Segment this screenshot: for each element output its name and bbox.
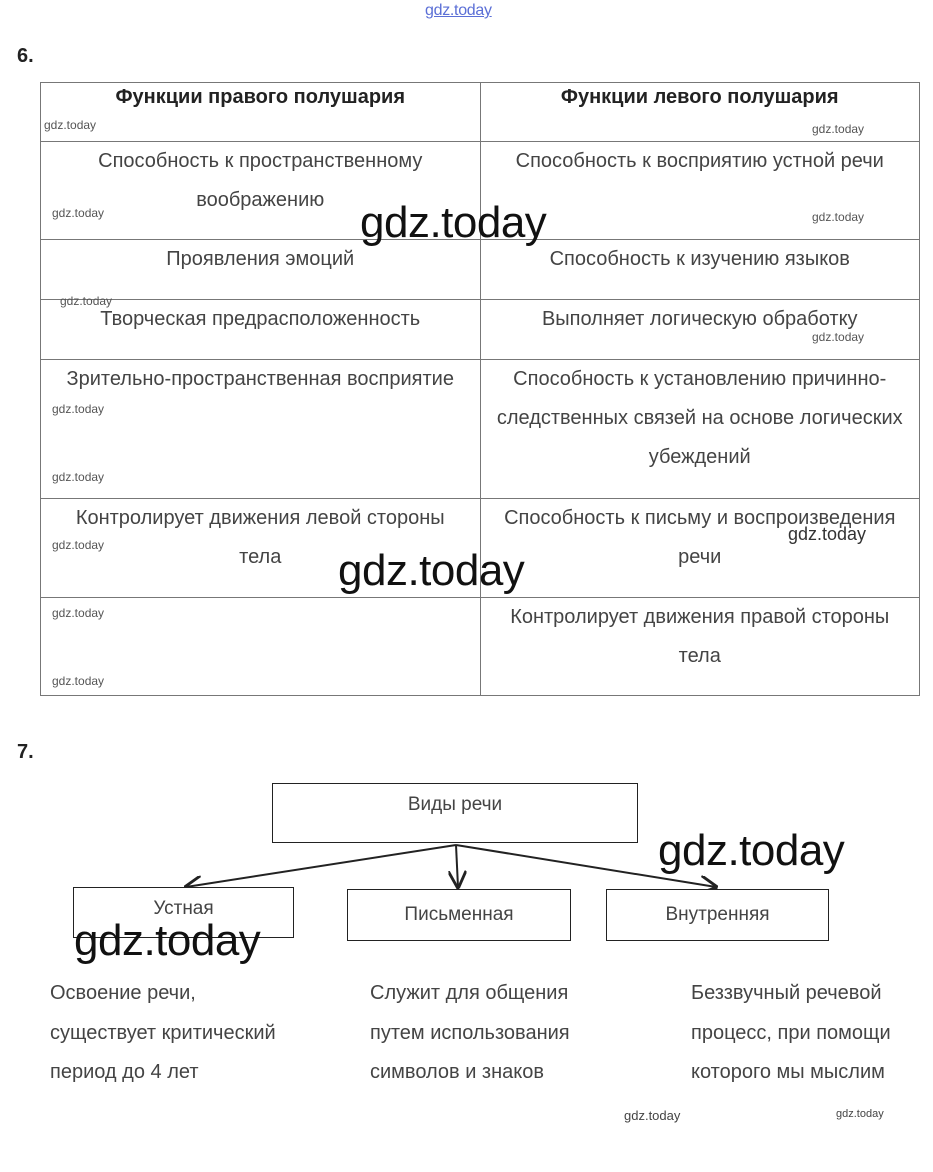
watermark: gdz.today: [52, 674, 105, 688]
inner-description: Беззвучный речевой процесс, при помощи которого мы мыслим: [691, 982, 891, 1083]
watermark: gdz.today: [74, 916, 261, 965]
site-link[interactable]: gdz.today: [425, 2, 492, 19]
right-function-cell: Творческая предрасположенность: [41, 300, 481, 360]
inner-label: Внутренняя: [665, 904, 770, 925]
left-function-cell: Способность к письму и воспроизведения речи: [480, 499, 920, 598]
header-right-hemisphere: Функции правого полушария: [41, 83, 481, 142]
written-label: Письменная: [404, 904, 514, 925]
left-function-cell: Способность к восприятию устной речи: [480, 142, 920, 240]
watermark: gdz.today: [658, 826, 845, 875]
right-function-cell: Зрительно-пространственная восприятие: [41, 360, 481, 499]
left-function-cell: Способность к изучению языков: [480, 240, 920, 300]
root-label: Виды речи: [407, 794, 503, 815]
watermark: gdz.today: [788, 524, 867, 544]
watermark: gdz.today: [44, 118, 97, 132]
written-speech-box: [347, 889, 571, 941]
watermark: gdz.today: [624, 1108, 681, 1123]
watermark: gdz.today: [812, 330, 865, 344]
oral-description: Освоение речи, существует критический период до 4 лет: [50, 982, 276, 1083]
header-left-hemisphere: Функции левого полушария: [480, 83, 920, 142]
watermark: gdz.today: [338, 546, 525, 595]
written-description: Служит для общения путем использования символов и знаков: [370, 982, 570, 1083]
right-function-cell: Проявления эмоций: [41, 240, 481, 300]
task-6-number: 6.: [17, 45, 34, 67]
left-function-cell: Контролирует движения правой стороны тела: [480, 598, 920, 696]
watermark: gdz.today: [52, 538, 105, 552]
arrow-to-oral: [186, 845, 456, 887]
watermark: gdz.today: [360, 198, 547, 247]
watermark: gdz.today: [52, 470, 105, 484]
speech-types-root-box: [272, 783, 638, 843]
watermark: gdz.today: [812, 210, 865, 224]
task-7-number: 7.: [17, 741, 34, 763]
right-function-cell: Контролирует движения левой стороны тела: [41, 499, 481, 598]
watermark: gdz.today: [52, 206, 105, 220]
watermark: gdz.today: [60, 294, 113, 308]
inner-speech-box: [606, 889, 829, 941]
right-function-cell: Способность к пространственному воображению: [41, 142, 481, 240]
watermark: gdz.today: [836, 1108, 884, 1120]
oral-label: Устная: [153, 898, 214, 919]
arrow-to-written: [456, 845, 458, 887]
watermark: gdz.today: [52, 402, 105, 416]
watermark: gdz.today: [812, 122, 865, 136]
left-function-cell: Способность к установлению причинно-следственных связей на основе логических убеждений: [480, 360, 920, 499]
watermark: gdz.today: [52, 606, 105, 620]
left-function-cell: Выполняет логическую обработку: [480, 300, 920, 360]
